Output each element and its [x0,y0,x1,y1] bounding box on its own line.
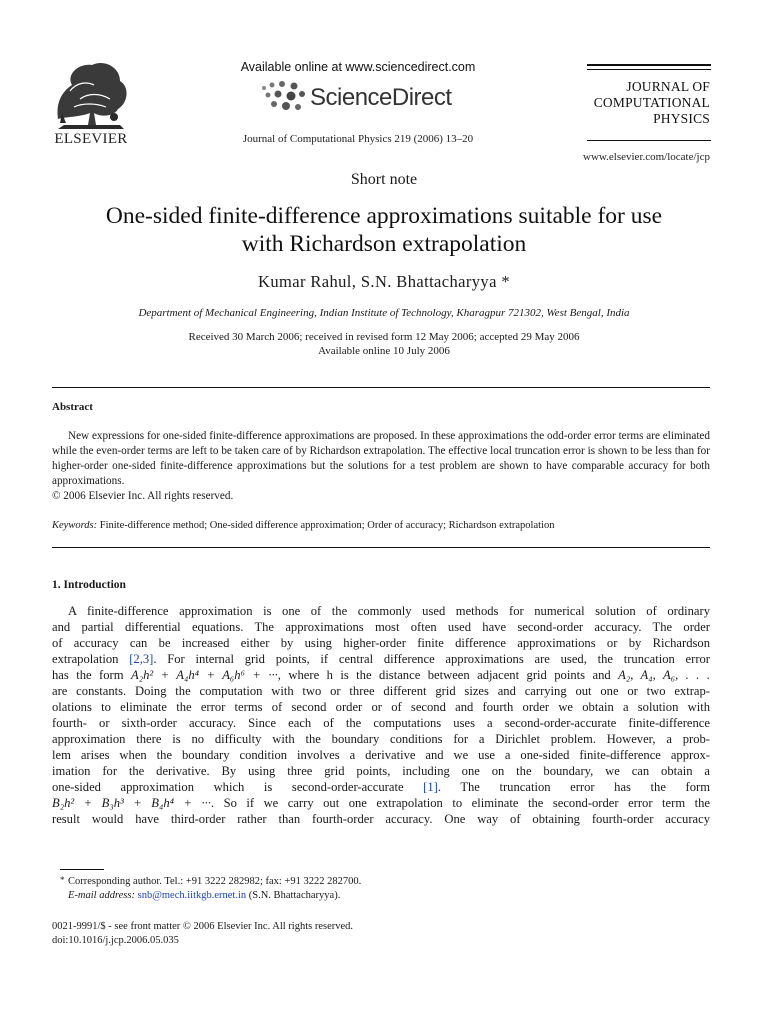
available-online-date: Available online 10 July 2006 [318,345,450,357]
abstract-heading: Abstract [52,401,93,413]
body-line [52,651,710,667]
journal-title-line: PHYSICS [653,111,710,126]
email-label: E-mail address: [68,890,135,901]
keywords-list: Finite-difference method; One-sided difference approximation; Order of accuracy; Richardson extrapolation [99,520,555,531]
math-expression: B₂h² + B₃h³ + B₄h⁴ + ··· [52,796,211,810]
abstract-body [52,429,710,504]
journal-title-line: COMPUTATIONAL [593,95,710,110]
doi-line[interactable]: doi:10.1016/j.jcp.2006.05.035 [52,935,179,946]
article-dates [0,330,768,358]
body-line: A finite-difference approximation is one of the commonly used methods for numerical solution of ordinary [68,604,710,618]
journal-title-rule-top [587,64,711,66]
citation-link[interactable]: [2,3] [129,652,154,666]
body-line: imation for the derivative. By using three grid points, including one on the boundary, we can obtain a [52,764,710,778]
citation-link[interactable]: [1] [423,780,438,794]
available-online-text: Available online at www.sciencedirect.com [240,60,476,74]
body-text: has the form [52,668,131,682]
email-line [68,889,700,903]
paper-title-line: One-sided finite-difference approximations suitable for use [105,203,663,229]
body-text: one-sided approximation which is second-order-accurate [52,780,424,794]
sciencedirect-wordmark: ScienceDirect [310,84,452,111]
body-line: lem arises when the boundary condition involves a derivative and we use a one-sided finite-difference approx- [52,748,710,762]
paper-title-line: with Richardson extrapolation [241,231,527,257]
body-line: are constants. Doing the computation with two or three different grid sizes and carrying out one or two extrap- [52,684,710,698]
abstract-bottom-rule [52,547,710,548]
received-dates: Received 30 March 2006; received in revised form 12 May 2006; accepted 29 May 2006 [188,331,580,343]
body-text: extrapolation [52,652,130,666]
journal-reference: Journal of Computational Physics 219 (2006) 13–20 [242,133,474,145]
body-line: of accuracy can be increased either by using higher-order finite difference approximations or by Richardson [52,636,710,650]
abstract-copyright: © 2006 Elsevier Inc. All rights reserved. [52,490,234,502]
abstract-text: New expressions for one-sided finite-difference approximations are proposed. In these approximations the odd-order error terms are eliminated while the even-order terms are left to be taken care of by Richardson extrapolation. The effective local truncation error is shown to be less than for higher-order one-sided finite-difference approximations but the solutions for a test problem are shown to have comparable accuracy for both approximations. [52,430,710,487]
body-line: and partial differential equations. The approximations most often used have second-order accuracy. The order [52,620,710,634]
footnote [60,875,700,903]
page-footer [52,920,353,948]
email-link[interactable]: snb@mech.iitkgb.ernet.in [137,890,247,901]
introduction-body [52,603,710,827]
body-line [52,779,710,795]
section-heading: 1. Introduction [52,579,126,591]
math-expression: A₂h² + A₄h⁴ + A₆h⁶ + ··· [131,668,278,682]
issn-line: 0021-9991/$ - see front matter © 2006 Elsevier Inc. All rights reserved. [52,921,354,932]
math-expression: A₂, A₄, A₆, . . . [618,668,710,682]
body-line [52,667,710,683]
email-owner: (S.N. Bhattacharyya). [246,890,341,901]
body-text: . So if we carry out one extrapolation to eliminate the second-order error term the [210,796,710,810]
author-affiliation: Department of Mechanical Engineering, Indian Institute of Technology, Kharagpur 721302, West Bengal, India [138,307,630,319]
sciencedirect-dots-icon [258,80,308,114]
body-text: . The truncation error has the form [437,780,710,794]
paper-title [60,202,708,258]
body-text: , where h is the distance between adjacent grid points and [277,668,619,682]
keywords [52,520,710,531]
author-list: Kumar Rahul, S.N. Bhattacharyya * [258,272,510,291]
body-line: approximation there is no difficulty with the boundary conditions for a Dirichlet problem. However, a prob- [52,732,710,746]
keywords-label: Keywords: [52,520,98,531]
publisher-name: ELSEVIER [54,131,128,147]
body-text: . For internal grid points, if central difference approximations are used, the truncation error [153,652,711,666]
body-line: olations to eliminate the error terms of second order or of second and fourth order we obtain a solution with [52,700,710,714]
footnote-marker: * [60,875,65,885]
body-line: result would have third-order rather than fourth-order accuracy. One way of obtaining fourth-order accuracy [52,812,710,826]
journal-url-link[interactable]: www.elsevier.com/locate/jcp [583,151,710,163]
abstract-top-rule [52,387,710,388]
journal-title [560,79,710,127]
corresponding-author: Corresponding author. Tel.: +91 3222 282982; fax: +91 3222 282700. [68,876,362,887]
journal-title-rule-bottom [587,140,711,141]
sciencedirect-logo[interactable] [258,80,468,114]
journal-title-rule-top-thin [587,69,711,70]
footnote-rule [60,869,104,870]
body-line [52,795,710,811]
body-line: fourth- or sixth-order accuracy. Since each of the computations uses a second-order-accurate finite-difference [52,716,710,730]
article-type: Short note [350,171,418,188]
journal-title-line: JOURNAL OF [626,79,710,94]
